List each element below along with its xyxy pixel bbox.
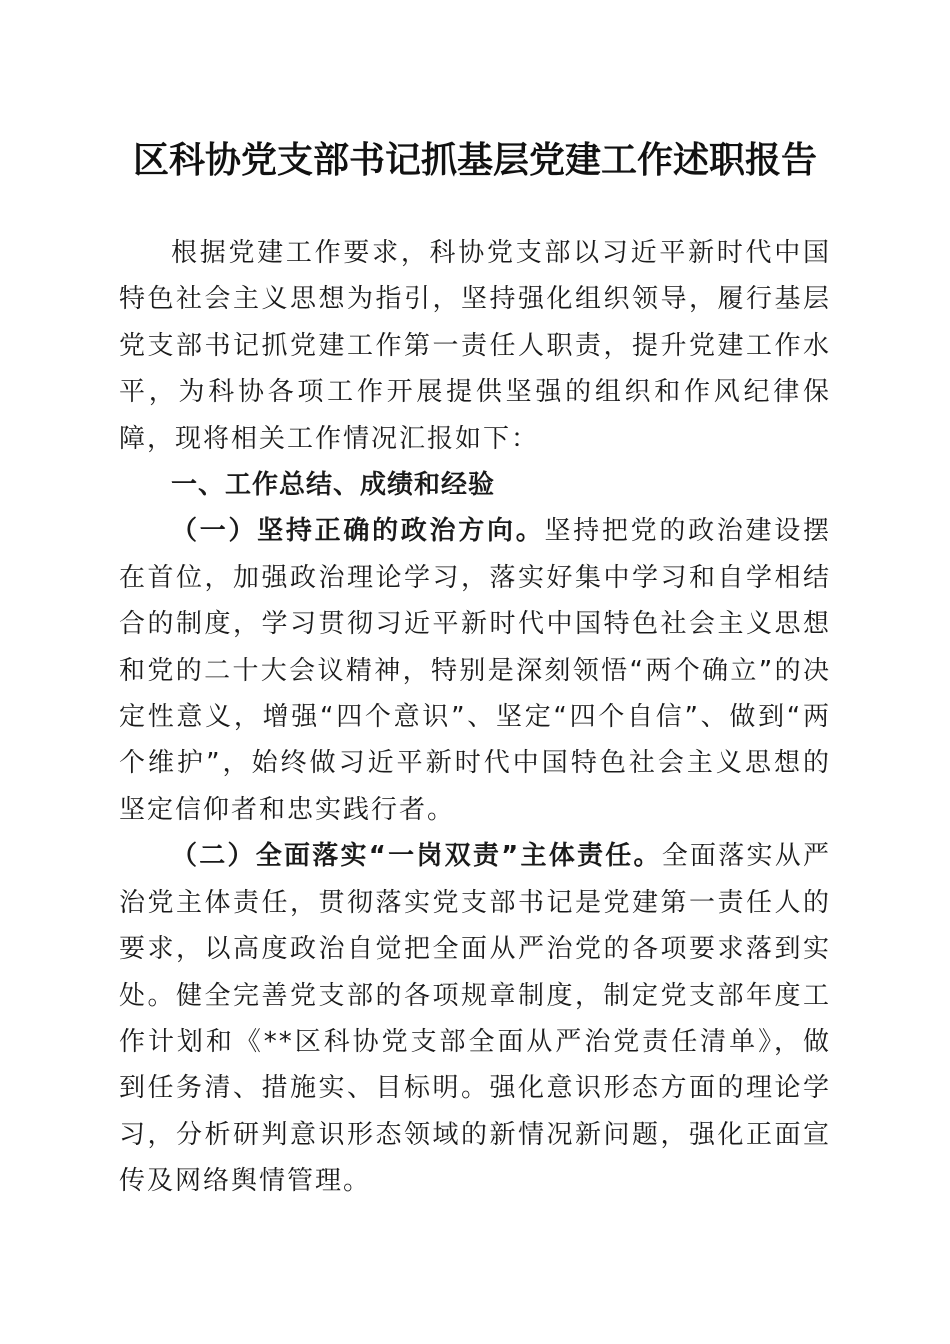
item-1-lead: （一）坚持正确的政治方向。 (171, 516, 545, 547)
document-body (119, 230, 831, 1205)
item-1-text: 坚持把党的政治建设摆在首位，加强政治理论学习，落实好集中学习和自学相结合的制度，学习贯彻习近平新时代中国特色社会主义思想和党的二十大会议精神，特别是深刻领悟“两个确立”的决定性意义，增强“四个意识”、坚定“四个自信”、做到“两个维护”，始终做习近平新时代中国特色社会主义思想的坚定信仰者和忠实践行者。 (119, 516, 831, 825)
item-2-lead: （二）全面落实“一岗双责”主体责任。 (171, 841, 662, 872)
intro-paragraph: 根据党建工作要求，科协党支部以习近平新时代中国特色社会主义思想为指引，坚持强化组织领导，履行基层党支部书记抓党建工作第一责任人职责，提升党建工作水平，为科协各项工作开展提供坚强的组织和作风纪律保障，现将相关工作情况汇报如下： (119, 238, 831, 454)
item-2-text: 全面落实从严治党主体责任，贯彻落实党支部书记是党建第一责任人的要求，以高度政治自觉把全面从严治党的各项要求落到实处。健全完善党支部的各项规章制度，制定党支部年度工作计划和《**区科协党支部全面从严治党责任清单》，做到任务清、措施实、目标明。强化意识形态方面的理论学习，分析研判意识形态领域的新情况新问题，强化正面宣传及网络舆情管理。 (119, 841, 831, 1197)
document-title: 区科协党支部书记抓基层党建工作述职报告 (132, 139, 817, 181)
section-item-1 (119, 508, 831, 833)
section-item-2 (119, 833, 831, 1204)
section-heading: 一、工作总结、成绩和经验 (171, 470, 496, 501)
